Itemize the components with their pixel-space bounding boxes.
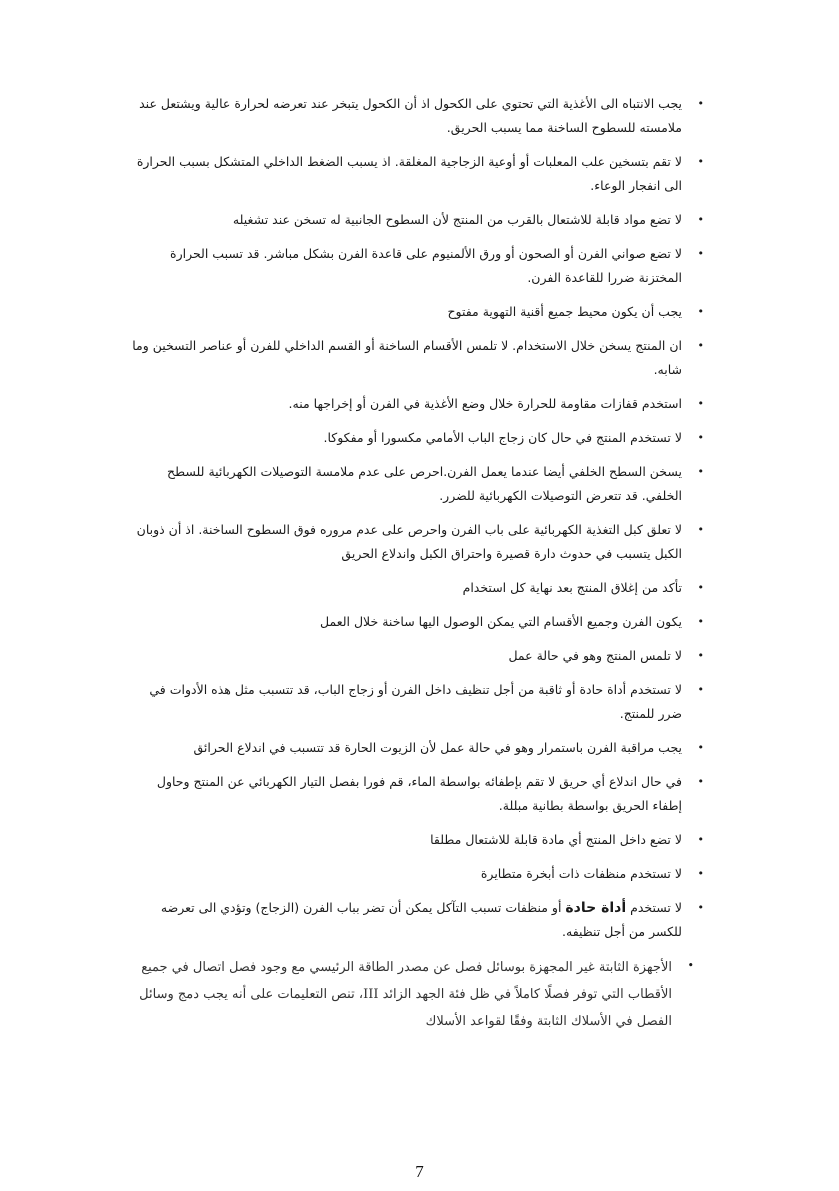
bullet-icon: •	[697, 775, 704, 788]
bullet-icon: •	[697, 741, 704, 754]
item-text: لا تقم بتسخين علب المعلبات أو أوعية الزجاجية المغلقة. اذ يسبب الضغط الداخلي المتشكل بسبب الحرارة الى انفجار الوعاء.	[136, 154, 682, 193]
bullet-icon: •	[697, 901, 704, 914]
list-item	[128, 862, 704, 886]
bullet-icon: •	[697, 339, 704, 352]
bullet-icon: •	[697, 97, 704, 110]
item-text-after: أو منظفات تسبب التآكل يمكن أن تضر بباب الفرن (الزجاج) وتؤدي الى تعرضه للكسر من أجل تنظيفه.	[160, 900, 682, 939]
list-item	[128, 392, 704, 416]
bullet-icon: •	[697, 581, 704, 594]
item-text-before: لا تستخدم	[626, 900, 682, 915]
list-item	[128, 208, 704, 232]
item-text: لا تضع مواد قابلة للاشتعال بالقرب من المنتج لأن السطوح الجانبية له تسخن عند تشغيله	[232, 212, 682, 227]
list-item	[128, 644, 704, 668]
item-text: لا تعلق كبل التغذية الكهربائية على باب الفرن واحرص على عدم مروره فوق السطوح الساخنة. اذ أن ذوبان الكبل يتسبب في حدوث دارة قصيرة واحتراق الكبل واندلاع الحريق	[136, 522, 682, 561]
item-text: لا تستخدم أداة حادة أو ثاقبة من أجل تنظيف داخل الفرن أو زجاج الباب، قد تتسبب مثل هذه الأدوات في ضرر للمنتج.	[149, 682, 682, 721]
bullet-icon: •	[697, 683, 704, 696]
bullet-icon: •	[697, 397, 704, 410]
bullet-icon: •	[697, 155, 704, 168]
list-item	[128, 92, 704, 140]
item-text: يجب الانتباه الى الأغذية التي تحتوي على الكحول اذ أن الكحول يتبخر عند تعرضه لحرارة عالية ويشتعل عند ملامسته للسطوح الساخنة مما يسبب الحريق.	[139, 96, 682, 135]
item-text: يسخن السطح الخلفي أيضا عندما يعمل الفرن.احرص على عدم ملامسة التوصيلات الكهربائية للسطح الخلفي. قد تتعرض التوصيلات الكهربائية للضرر.	[167, 464, 682, 503]
list-item	[128, 426, 704, 450]
list-item	[128, 828, 704, 852]
list-item	[128, 460, 704, 508]
item-text: الأجهزة الثابتة غير المجهزة بوسائل فصل عن مصدر الطاقة الرئيسي مع وجود فصل اتصال في جميع الأقطاب التي توفر فصلًا كاملاً في ظل فئة الجهد الزائد III، تنص التعليمات على أنه يجب دمج وسائل الفصل في الأسلاك الثابتة وفقًا لقواعد الأسلاك	[139, 960, 672, 1029]
list-item	[128, 770, 704, 818]
item-text: لا تستخدم منظفات ذات أبخرة متطايرة	[480, 866, 682, 881]
bullet-icon: •	[697, 465, 704, 478]
safety-instructions-list	[128, 92, 704, 1045]
list-item	[128, 242, 704, 290]
item-text: ان المنتج يسخن خلال الاستخدام. لا تلمس الأقسام الساخنة أو القسم الداخلي للفرن أو عناصر التسخين وما شابه.	[132, 338, 682, 377]
item-text: يجب أن يكون محيط جميع أقنية التهوية مفتوح	[447, 304, 682, 319]
list-item	[128, 576, 704, 600]
list-item	[128, 678, 704, 726]
item-text: في حال اندلاع أي حريق لا تقم بإطفائه بواسطة الماء، قم فورا بفصل التيار الكهربائي عن المنتج وحاول إطفاء الحريق بواسطة بطانية مبللة.	[156, 774, 682, 813]
list-item	[128, 300, 704, 324]
item-text: تأكد من إغلاق المنتج بعد نهاية كل استخدام	[462, 580, 682, 595]
item-text-emphasis: أداة حادة	[565, 900, 627, 916]
list-item	[128, 896, 704, 944]
item-text: يكون الفرن وجميع الأقسام التي يمكن الوصول اليها ساخنة خلال العمل	[320, 614, 682, 629]
list-item	[128, 150, 704, 198]
item-text: لا تستخدم المنتج في حال كان زجاج الباب الأمامي مكسورا أو مفكوكا.	[323, 430, 682, 445]
bullet-icon: •	[687, 959, 694, 972]
bullet-icon: •	[697, 523, 704, 536]
item-text: يجب مراقبة الفرن باستمرار وهو في حالة عمل لأن الزيوت الحارة قد تتسبب في اندلاع الحرائق	[193, 740, 682, 755]
bullet-icon: •	[697, 867, 704, 880]
bullet-icon: •	[697, 213, 704, 226]
list-item	[128, 610, 704, 634]
page-number: 7	[415, 1162, 424, 1181]
bullet-icon: •	[697, 649, 704, 662]
list-item	[128, 736, 704, 760]
list-item	[128, 954, 694, 1035]
item-text: لا تلمس المنتج وهو في حالة عمل	[508, 648, 682, 663]
item-text: لا تضع صواني الفرن أو الصحون أو ورق الألمنيوم على قاعدة الفرن بشكل مباشر. قد تسبب الحرارة المختزنة ضررا للقاعدة الفرن.	[170, 246, 682, 285]
list-item	[128, 518, 704, 566]
bullet-icon: •	[697, 615, 704, 628]
item-text: استخدم قفازات مقاومة للحرارة خلال وضع الأغذية في الفرن أو إخراجها منه.	[288, 396, 682, 411]
bullet-icon: •	[697, 431, 704, 444]
item-text: لا تضع داخل المنتج أي مادة قابلة للاشتعال مطلقا	[430, 832, 682, 847]
list-item	[128, 334, 704, 382]
bullet-icon: •	[697, 305, 704, 318]
bullet-icon: •	[697, 247, 704, 260]
bullet-icon: •	[697, 833, 704, 846]
